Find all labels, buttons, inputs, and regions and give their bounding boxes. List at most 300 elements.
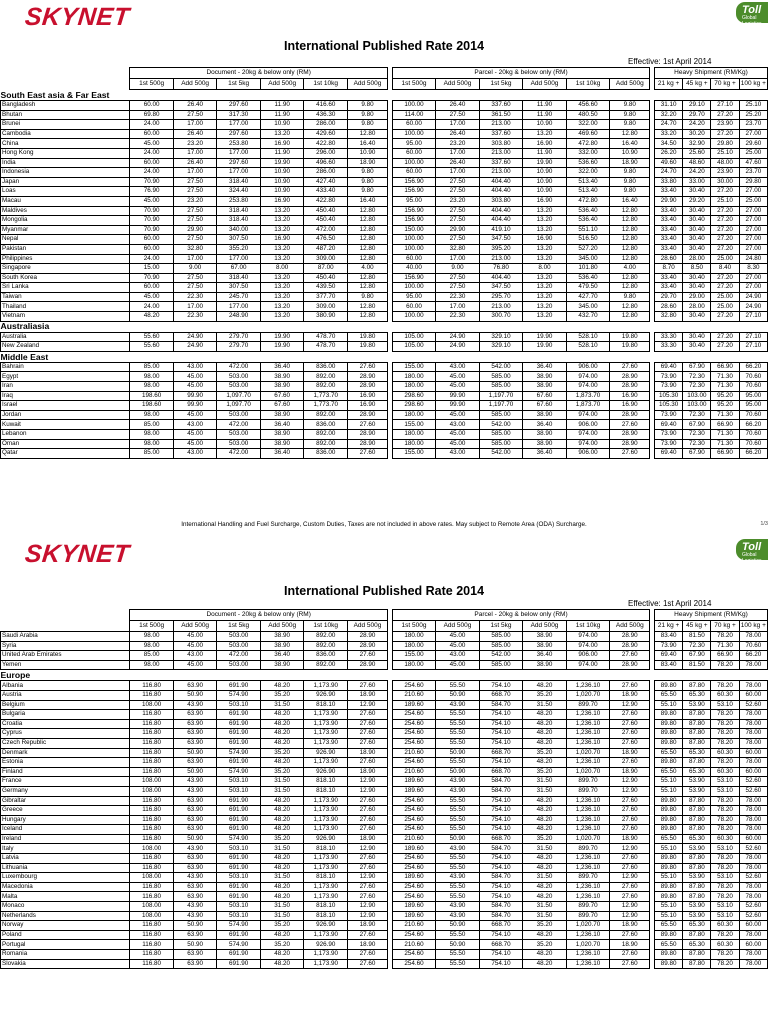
document-rate: 16.40 bbox=[347, 139, 387, 149]
parcel-rate: 213.00 bbox=[479, 254, 523, 264]
parcel-rate: 38.90 bbox=[523, 372, 567, 382]
parcel-rate: 585.00 bbox=[479, 372, 523, 382]
parcel-rate: 43.90 bbox=[436, 902, 480, 912]
parcel-rate: 542.00 bbox=[479, 362, 523, 372]
document-rate: 67.00 bbox=[217, 264, 261, 274]
document-rate: 63.90 bbox=[173, 930, 217, 940]
parcel-rate: 27.60 bbox=[610, 362, 650, 372]
country-name: South Korea bbox=[1, 273, 130, 283]
parcel-rate: 156.90 bbox=[392, 273, 436, 283]
parcel-rate: 100.00 bbox=[392, 101, 436, 111]
parcel-rate: 101.80 bbox=[566, 264, 610, 274]
document-rate: 27.60 bbox=[347, 420, 387, 430]
parcel-rate: 28.90 bbox=[610, 632, 650, 642]
table-row bbox=[1, 660, 768, 670]
heavy-rate: 23.70 bbox=[739, 120, 767, 130]
heavy-rate: 87.80 bbox=[683, 729, 711, 739]
heavy-rate: 87.80 bbox=[683, 758, 711, 768]
document-rate: 9.80 bbox=[347, 177, 387, 187]
table-row bbox=[1, 806, 768, 816]
parcel-rate: 13.20 bbox=[523, 312, 567, 322]
table-row bbox=[1, 940, 768, 950]
parcel-rate: 27.60 bbox=[610, 681, 650, 691]
parcel-rate: 404.40 bbox=[479, 177, 523, 187]
document-rate: 691.90 bbox=[217, 758, 261, 768]
heavy-rate: 72.30 bbox=[683, 410, 711, 420]
heavy-rate: 78.00 bbox=[739, 930, 767, 940]
parcel-rate: 31.50 bbox=[523, 777, 567, 787]
heavy-rate: 29.70 bbox=[683, 110, 711, 120]
document-rate: 69.80 bbox=[130, 110, 174, 120]
document-rate: 818.10 bbox=[304, 844, 348, 854]
heavy-rate: 27.20 bbox=[711, 273, 739, 283]
parcel-rate: 668.70 bbox=[479, 834, 523, 844]
header-spacer bbox=[1, 621, 130, 632]
parcel-rate: 28.90 bbox=[610, 382, 650, 392]
table-row bbox=[1, 177, 768, 187]
document-rate: 19.90 bbox=[260, 342, 304, 352]
heavy-rate: 30.40 bbox=[683, 187, 711, 197]
heavy-rate: 89.80 bbox=[655, 892, 683, 902]
parcel-rate: 55.50 bbox=[436, 892, 480, 902]
column-header: 100 kg + bbox=[739, 79, 767, 90]
document-rate: 472.00 bbox=[217, 420, 261, 430]
parcel-rate: 28.90 bbox=[610, 430, 650, 440]
heavy-rate: 66.90 bbox=[711, 362, 739, 372]
parcel-rate: 27.60 bbox=[610, 796, 650, 806]
parcel-rate: 17.00 bbox=[436, 302, 480, 312]
country-name: Hong Kong bbox=[1, 148, 130, 158]
parcel-rate: 48.20 bbox=[523, 892, 567, 902]
table-row bbox=[1, 796, 768, 806]
parcel-rate: 12.80 bbox=[610, 235, 650, 245]
heavy-rate: 89.80 bbox=[655, 882, 683, 892]
parcel-rate: 1,020.70 bbox=[566, 834, 610, 844]
heavy-rate: 78.00 bbox=[739, 738, 767, 748]
heavy-rate: 52.60 bbox=[739, 786, 767, 796]
table-row bbox=[1, 786, 768, 796]
column-header: 1st 5kg bbox=[217, 621, 261, 632]
document-rate: 45.00 bbox=[130, 139, 174, 149]
document-rate: 31.50 bbox=[260, 777, 304, 787]
document-rate: 177.00 bbox=[217, 148, 261, 158]
document-rate: 38.90 bbox=[260, 382, 304, 392]
table-row bbox=[1, 420, 768, 430]
parcel-rate: 48.20 bbox=[523, 758, 567, 768]
parcel-rate: 668.70 bbox=[479, 748, 523, 758]
document-rate: 60.00 bbox=[130, 129, 174, 139]
heavy-rate: 23.70 bbox=[739, 168, 767, 178]
document-rate: 318.40 bbox=[217, 177, 261, 187]
table-row bbox=[1, 430, 768, 440]
heavy-rate: 78.20 bbox=[711, 882, 739, 892]
document-rate: 1,173.90 bbox=[304, 882, 348, 892]
parcel-rate: 43.90 bbox=[436, 777, 480, 787]
parcel-rate: 99.90 bbox=[436, 391, 480, 401]
table-row bbox=[1, 410, 768, 420]
parcel-rate: 55.50 bbox=[436, 710, 480, 720]
document-rate: 70.90 bbox=[130, 206, 174, 216]
document-rate: 116.80 bbox=[130, 681, 174, 691]
table-row bbox=[1, 758, 768, 768]
heavy-rate: 53.90 bbox=[683, 777, 711, 787]
parcel-rate: 48.20 bbox=[523, 681, 567, 691]
document-rate: 13.20 bbox=[260, 273, 304, 283]
column-header: Add 500g bbox=[173, 79, 217, 90]
heavy-rate: 30.40 bbox=[683, 312, 711, 322]
heavy-rate: 60.30 bbox=[711, 940, 739, 950]
document-rate: 574.90 bbox=[217, 834, 261, 844]
document-rate: 48.20 bbox=[260, 854, 304, 864]
heavy-rate: 60.00 bbox=[739, 940, 767, 950]
document-rate: 36.40 bbox=[260, 651, 304, 661]
document-rate: 27.50 bbox=[173, 206, 217, 216]
heavy-rate: 27.20 bbox=[711, 244, 739, 254]
heavy-rate: 27.20 bbox=[711, 283, 739, 293]
document-rate: 450.40 bbox=[304, 206, 348, 216]
heavy-rate: 27.00 bbox=[739, 216, 767, 226]
document-rate: 36.40 bbox=[260, 420, 304, 430]
document-rate: 63.90 bbox=[173, 854, 217, 864]
heavy-rate: 27.00 bbox=[739, 187, 767, 197]
document-rate: 55.60 bbox=[130, 342, 174, 352]
parcel-rate: 585.00 bbox=[479, 410, 523, 420]
rate-table bbox=[0, 67, 768, 459]
table-row bbox=[1, 244, 768, 254]
document-rate: 12.80 bbox=[347, 206, 387, 216]
country-name: Brunei bbox=[1, 120, 130, 130]
parcel-rate: 18.90 bbox=[610, 834, 650, 844]
parcel-rate: 585.00 bbox=[479, 660, 523, 670]
heavy-rate: 78.00 bbox=[739, 796, 767, 806]
heavy-rate: 65.50 bbox=[655, 767, 683, 777]
heavy-rate: 32.80 bbox=[655, 312, 683, 322]
country-name: Gibraltar bbox=[1, 796, 130, 806]
column-header: 1st 5kg bbox=[479, 621, 523, 632]
heavy-rate: 89.80 bbox=[655, 796, 683, 806]
document-rate: 31.50 bbox=[260, 700, 304, 710]
document-rate: 248.90 bbox=[217, 312, 261, 322]
document-rate: 13.20 bbox=[260, 225, 304, 235]
parcel-rate: 26.40 bbox=[436, 158, 480, 168]
document-rate: 10.90 bbox=[260, 177, 304, 187]
document-rate: 50.90 bbox=[173, 834, 217, 844]
document-rate: 380.90 bbox=[304, 312, 348, 322]
country-name: Taiwan bbox=[1, 292, 130, 302]
parcel-rate: 1,236.10 bbox=[566, 729, 610, 739]
table-row bbox=[1, 834, 768, 844]
table-row bbox=[1, 312, 768, 322]
parcel-rate: 584.70 bbox=[479, 902, 523, 912]
heavy-rate: 33.40 bbox=[655, 283, 683, 293]
document-rate: 27.60 bbox=[347, 815, 387, 825]
document-rate: 574.90 bbox=[217, 921, 261, 931]
heavy-rate: 78.20 bbox=[711, 863, 739, 873]
document-rate: 27.60 bbox=[347, 959, 387, 969]
table-row bbox=[1, 681, 768, 691]
heavy-rate: 52.60 bbox=[739, 777, 767, 787]
parcel-rate: 8.00 bbox=[523, 264, 567, 274]
parcel-rate: 542.00 bbox=[479, 420, 523, 430]
document-rate: 27.60 bbox=[347, 738, 387, 748]
country-name: Monaco bbox=[1, 902, 130, 912]
parcel-rate: 17.00 bbox=[436, 148, 480, 158]
parcel-rate: 480.50 bbox=[566, 110, 610, 120]
document-rate: 13.20 bbox=[260, 216, 304, 226]
document-rate: 318.40 bbox=[217, 273, 261, 283]
document-rate: 19.80 bbox=[347, 332, 387, 342]
parcel-rate: 254.60 bbox=[392, 854, 436, 864]
parcel-rate: 18.90 bbox=[610, 921, 650, 931]
parcel-rate: 12.90 bbox=[610, 902, 650, 912]
heavy-rate: 29.80 bbox=[711, 139, 739, 149]
document-rate: 60.00 bbox=[130, 283, 174, 293]
heavy-rate: 87.80 bbox=[683, 863, 711, 873]
document-rate: 19.90 bbox=[260, 332, 304, 342]
page-title: International Published Rate 2014 bbox=[283, 39, 485, 53]
heavy-rate: 33.30 bbox=[655, 332, 683, 342]
parcel-rate: 100.00 bbox=[392, 158, 436, 168]
country-name: Jordan bbox=[1, 410, 130, 420]
table-row bbox=[1, 110, 768, 120]
parcel-rate: 16.40 bbox=[610, 139, 650, 149]
parcel-rate: 16.90 bbox=[610, 391, 650, 401]
document-rate: 27.50 bbox=[173, 273, 217, 283]
parcel-rate: 180.00 bbox=[392, 641, 436, 651]
heavy-rate: 24.80 bbox=[739, 254, 767, 264]
parcel-rate: 180.00 bbox=[392, 410, 436, 420]
table-row bbox=[1, 302, 768, 312]
column-header: 1st 10kg bbox=[566, 79, 610, 90]
parcel-rate: 27.50 bbox=[436, 273, 480, 283]
heavy-rate: 78.00 bbox=[739, 758, 767, 768]
document-rate: 27.60 bbox=[347, 806, 387, 816]
document-rate: 503.10 bbox=[217, 844, 261, 854]
document-rate: 55.60 bbox=[130, 332, 174, 342]
parcel-rate: 35.20 bbox=[523, 940, 567, 950]
parcel-rate: 27.50 bbox=[436, 283, 480, 293]
document-rate: 416.60 bbox=[304, 101, 348, 111]
document-rate: 1,173.90 bbox=[304, 950, 348, 960]
heavy-rate: 25.10 bbox=[711, 148, 739, 158]
table-row bbox=[1, 449, 768, 459]
parcel-rate: 754.10 bbox=[479, 892, 523, 902]
document-rate: 12.80 bbox=[347, 225, 387, 235]
table-row bbox=[1, 892, 768, 902]
document-rate: 26.40 bbox=[173, 129, 217, 139]
skynet-logo: SKYNET bbox=[23, 540, 131, 568]
document-rate: 1,173.90 bbox=[304, 681, 348, 691]
heavy-rate: 78.20 bbox=[711, 806, 739, 816]
document-rate: 439.50 bbox=[304, 283, 348, 293]
parcel-rate: 1,236.10 bbox=[566, 738, 610, 748]
group-header-row bbox=[1, 610, 768, 621]
heavy-rate: 27.20 bbox=[711, 235, 739, 245]
heavy-rate: 27.20 bbox=[711, 312, 739, 322]
parcel-rate: 427.70 bbox=[566, 292, 610, 302]
document-rate: 24.00 bbox=[130, 120, 174, 130]
parcel-rate: 585.00 bbox=[479, 382, 523, 392]
country-name: Iraq bbox=[1, 391, 130, 401]
parcel-rate: 12.80 bbox=[610, 283, 650, 293]
document-group-header: Document - 20kg & below only (RM) bbox=[130, 610, 388, 621]
document-rate: 48.20 bbox=[260, 959, 304, 969]
heavy-rate: 95.00 bbox=[739, 401, 767, 411]
heavy-rate: 8.50 bbox=[683, 264, 711, 274]
document-rate: 9.80 bbox=[347, 120, 387, 130]
parcel-rate: 584.70 bbox=[479, 873, 523, 883]
parcel-rate: 1,236.10 bbox=[566, 806, 610, 816]
parcel-rate: 1,197.70 bbox=[479, 391, 523, 401]
document-rate: 496.60 bbox=[304, 158, 348, 168]
document-rate: 48.20 bbox=[260, 758, 304, 768]
heavy-rate: 87.80 bbox=[683, 719, 711, 729]
document-rate: 116.80 bbox=[130, 882, 174, 892]
parcel-rate: 60.00 bbox=[392, 302, 436, 312]
heavy-rate: 67.90 bbox=[683, 362, 711, 372]
parcel-rate: 22.30 bbox=[436, 292, 480, 302]
parcel-rate: 254.60 bbox=[392, 758, 436, 768]
parcel-rate: 27.60 bbox=[610, 738, 650, 748]
document-rate: 10.90 bbox=[260, 168, 304, 178]
parcel-rate: 13.20 bbox=[523, 216, 567, 226]
document-rate: 60.00 bbox=[130, 158, 174, 168]
parcel-rate: 10.90 bbox=[523, 177, 567, 187]
parcel-rate: 48.20 bbox=[523, 729, 567, 739]
parcel-rate: 50.90 bbox=[436, 940, 480, 950]
heavy-rate: 27.00 bbox=[739, 244, 767, 254]
heavy-rate: 78.00 bbox=[739, 729, 767, 739]
document-rate: 1,173.90 bbox=[304, 959, 348, 969]
document-rate: 691.90 bbox=[217, 825, 261, 835]
heavy-rate: 55.10 bbox=[655, 873, 683, 883]
column-header: 1st 5kg bbox=[217, 79, 261, 90]
parcel-rate: 50.90 bbox=[436, 834, 480, 844]
parcel-rate: 12.90 bbox=[610, 786, 650, 796]
document-rate: 63.90 bbox=[173, 815, 217, 825]
document-rate: 503.10 bbox=[217, 911, 261, 921]
country-name: Poland bbox=[1, 930, 130, 940]
parcel-rate: 18.90 bbox=[610, 748, 650, 758]
document-rate: 43.00 bbox=[173, 449, 217, 459]
document-rate: 574.90 bbox=[217, 767, 261, 777]
heavy-rate: 49.60 bbox=[655, 158, 683, 168]
heavy-rate: 53.10 bbox=[711, 700, 739, 710]
document-rate: 691.90 bbox=[217, 863, 261, 873]
parcel-rate: 189.60 bbox=[392, 911, 436, 921]
heavy-rate: 89.80 bbox=[655, 950, 683, 960]
country-name: Hungary bbox=[1, 815, 130, 825]
parcel-rate: 1,236.10 bbox=[566, 681, 610, 691]
document-rate: 63.90 bbox=[173, 882, 217, 892]
header-spacer bbox=[1, 79, 130, 90]
toll-logo: Toll Global Logistics bbox=[736, 2, 768, 23]
document-rate: 429.60 bbox=[304, 129, 348, 139]
document-rate: 38.90 bbox=[260, 439, 304, 449]
column-header-row bbox=[1, 79, 768, 90]
document-rate: 691.90 bbox=[217, 681, 261, 691]
document-rate: 503.00 bbox=[217, 660, 261, 670]
parcel-rate: 105.00 bbox=[392, 332, 436, 342]
parcel-rate: 19.80 bbox=[610, 342, 650, 352]
heavy-rate: 73.90 bbox=[655, 410, 683, 420]
heavy-rate: 71.30 bbox=[711, 382, 739, 392]
parcel-rate: 55.50 bbox=[436, 959, 480, 969]
document-rate: 309.00 bbox=[304, 254, 348, 264]
parcel-rate: 754.10 bbox=[479, 710, 523, 720]
parcel-rate: 585.00 bbox=[479, 641, 523, 651]
parcel-rate: 27.60 bbox=[610, 930, 650, 940]
document-rate: 355.20 bbox=[217, 244, 261, 254]
parcel-rate: 180.00 bbox=[392, 632, 436, 642]
table-row bbox=[1, 148, 768, 158]
document-rate: 43.90 bbox=[173, 777, 217, 787]
document-rate: 286.00 bbox=[304, 120, 348, 130]
document-rate: 10.90 bbox=[260, 120, 304, 130]
country-name: Greece bbox=[1, 806, 130, 816]
column-header: 21 kg + bbox=[655, 621, 683, 632]
document-rate: 43.90 bbox=[173, 844, 217, 854]
document-rate: 691.90 bbox=[217, 882, 261, 892]
heavy-rate: 65.30 bbox=[683, 834, 711, 844]
parcel-rate: 974.00 bbox=[566, 372, 610, 382]
document-rate: 13.20 bbox=[260, 254, 304, 264]
parcel-rate: 528.10 bbox=[566, 342, 610, 352]
document-rate: 18.90 bbox=[347, 940, 387, 950]
parcel-rate: 180.00 bbox=[392, 430, 436, 440]
parcel-rate: 45.00 bbox=[436, 641, 480, 651]
document-rate: 253.80 bbox=[217, 196, 261, 206]
parcel-rate: 337.60 bbox=[479, 158, 523, 168]
document-rate: 324.40 bbox=[217, 187, 261, 197]
parcel-rate: 48.20 bbox=[523, 882, 567, 892]
country-name: Belgium bbox=[1, 700, 130, 710]
heavy-rate: 78.20 bbox=[711, 825, 739, 835]
heavy-rate: 30.40 bbox=[683, 244, 711, 254]
heavy-rate: 55.10 bbox=[655, 844, 683, 854]
document-rate: 98.00 bbox=[130, 372, 174, 382]
document-rate: 926.90 bbox=[304, 767, 348, 777]
document-rate: 17.00 bbox=[173, 148, 217, 158]
parcel-rate: 35.20 bbox=[523, 767, 567, 777]
document-rate: 691.90 bbox=[217, 930, 261, 940]
country-name: Japan bbox=[1, 177, 130, 187]
parcel-rate: 155.00 bbox=[392, 651, 436, 661]
country-name: Israel bbox=[1, 401, 130, 411]
heavy-rate: 28.00 bbox=[683, 302, 711, 312]
document-rate: 836.00 bbox=[304, 651, 348, 661]
parcel-rate: 26.40 bbox=[436, 129, 480, 139]
document-rate: 18.90 bbox=[347, 921, 387, 931]
document-rate: 28.90 bbox=[347, 641, 387, 651]
heavy-rate: 73.90 bbox=[655, 372, 683, 382]
heavy-rate: 81.50 bbox=[683, 632, 711, 642]
parcel-rate: 584.70 bbox=[479, 911, 523, 921]
parcel-rate: 12.90 bbox=[610, 777, 650, 787]
document-rate: 98.00 bbox=[130, 430, 174, 440]
heavy-rate: 87.80 bbox=[683, 950, 711, 960]
document-rate: 116.80 bbox=[130, 854, 174, 864]
document-rate: 116.80 bbox=[130, 834, 174, 844]
heavy-rate: 27.20 bbox=[711, 225, 739, 235]
heavy-group-header: Heavy Shipment (RM/Kg) bbox=[655, 68, 768, 79]
parcel-rate: 584.70 bbox=[479, 786, 523, 796]
document-rate: 9.80 bbox=[347, 101, 387, 111]
heavy-rate: 89.80 bbox=[655, 758, 683, 768]
table-row bbox=[1, 882, 768, 892]
table-row bbox=[1, 738, 768, 748]
document-rate: 27.60 bbox=[347, 729, 387, 739]
